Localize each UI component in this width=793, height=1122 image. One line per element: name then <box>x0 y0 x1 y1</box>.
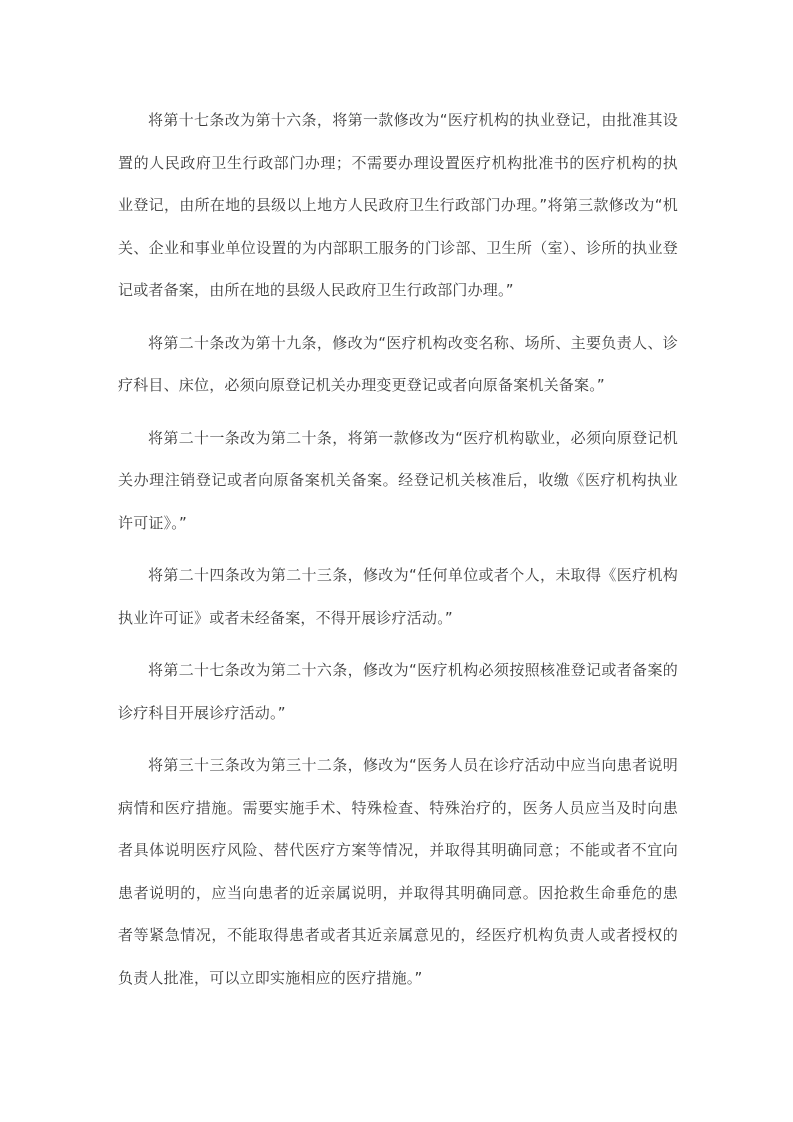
paragraph-article-21: 将第二十一条改为第二十条，将第一款修改为“医疗机构歇业，必须向原登记机关办理注销登记或者向原备案机关备案。经登记机关核准后，收缴《医疗机构执业许可证》。” <box>118 428 678 532</box>
paragraph-article-20: 将第二十条改为第十九条，修改为“医疗机构改变名称、场所、主要负责人、诊疗科目、床位，必须向原登记机关办理变更登记或者向原备案机关备案。” <box>118 333 678 394</box>
paragraph-article-27: 将第二十七条改为第二十六条，修改为“医疗机构必须按照核准登记或者备案的诊疗科目开展诊疗活动。” <box>118 661 678 722</box>
paragraph-article-17: 将第十七条改为第十六条，将第一款修改为“医疗机构的执业登记，由批准其设置的人民政府卫生行政部门办理；不需要办理设置医疗机构批准书的医疗机构的执业登记，由所在地的县级以上地方人民政府卫生行政部门办理。”将第三款修改为“机关、企业和事业单位设置的为内部职工服务的门诊部、卫生所（室）、诊所的执业登记或者备案，由所在地的县级人民政府卫生行政部门办理。” <box>118 111 678 299</box>
paragraph-article-33: 将第三十三条改为第三十二条，修改为“医务人员在诊疗活动中应当向患者说明病情和医疗措施。需要实施手术、特殊检查、特殊治疗的，医务人员应当及时向患者具体说明医疗风险、替代医疗方案等情况，并取得其明确同意；不能或者不宜向患者说明的，应当向患者的近亲属说明，并取得其明确同意。因抢救生命垂危的患者等紧急情况，不能取得患者或者其近亲属意见的，经医疗机构负责人或者授权的负责人批准，可以立即实施相应的医疗措施。” <box>118 756 678 987</box>
document-body <box>118 99 678 999</box>
paragraph-article-24: 将第二十四条改为第二十三条，修改为“任何单位或者个人，未取得《医疗机构执业许可证》或者未经备案，不得开展诊疗活动。” <box>118 566 678 627</box>
